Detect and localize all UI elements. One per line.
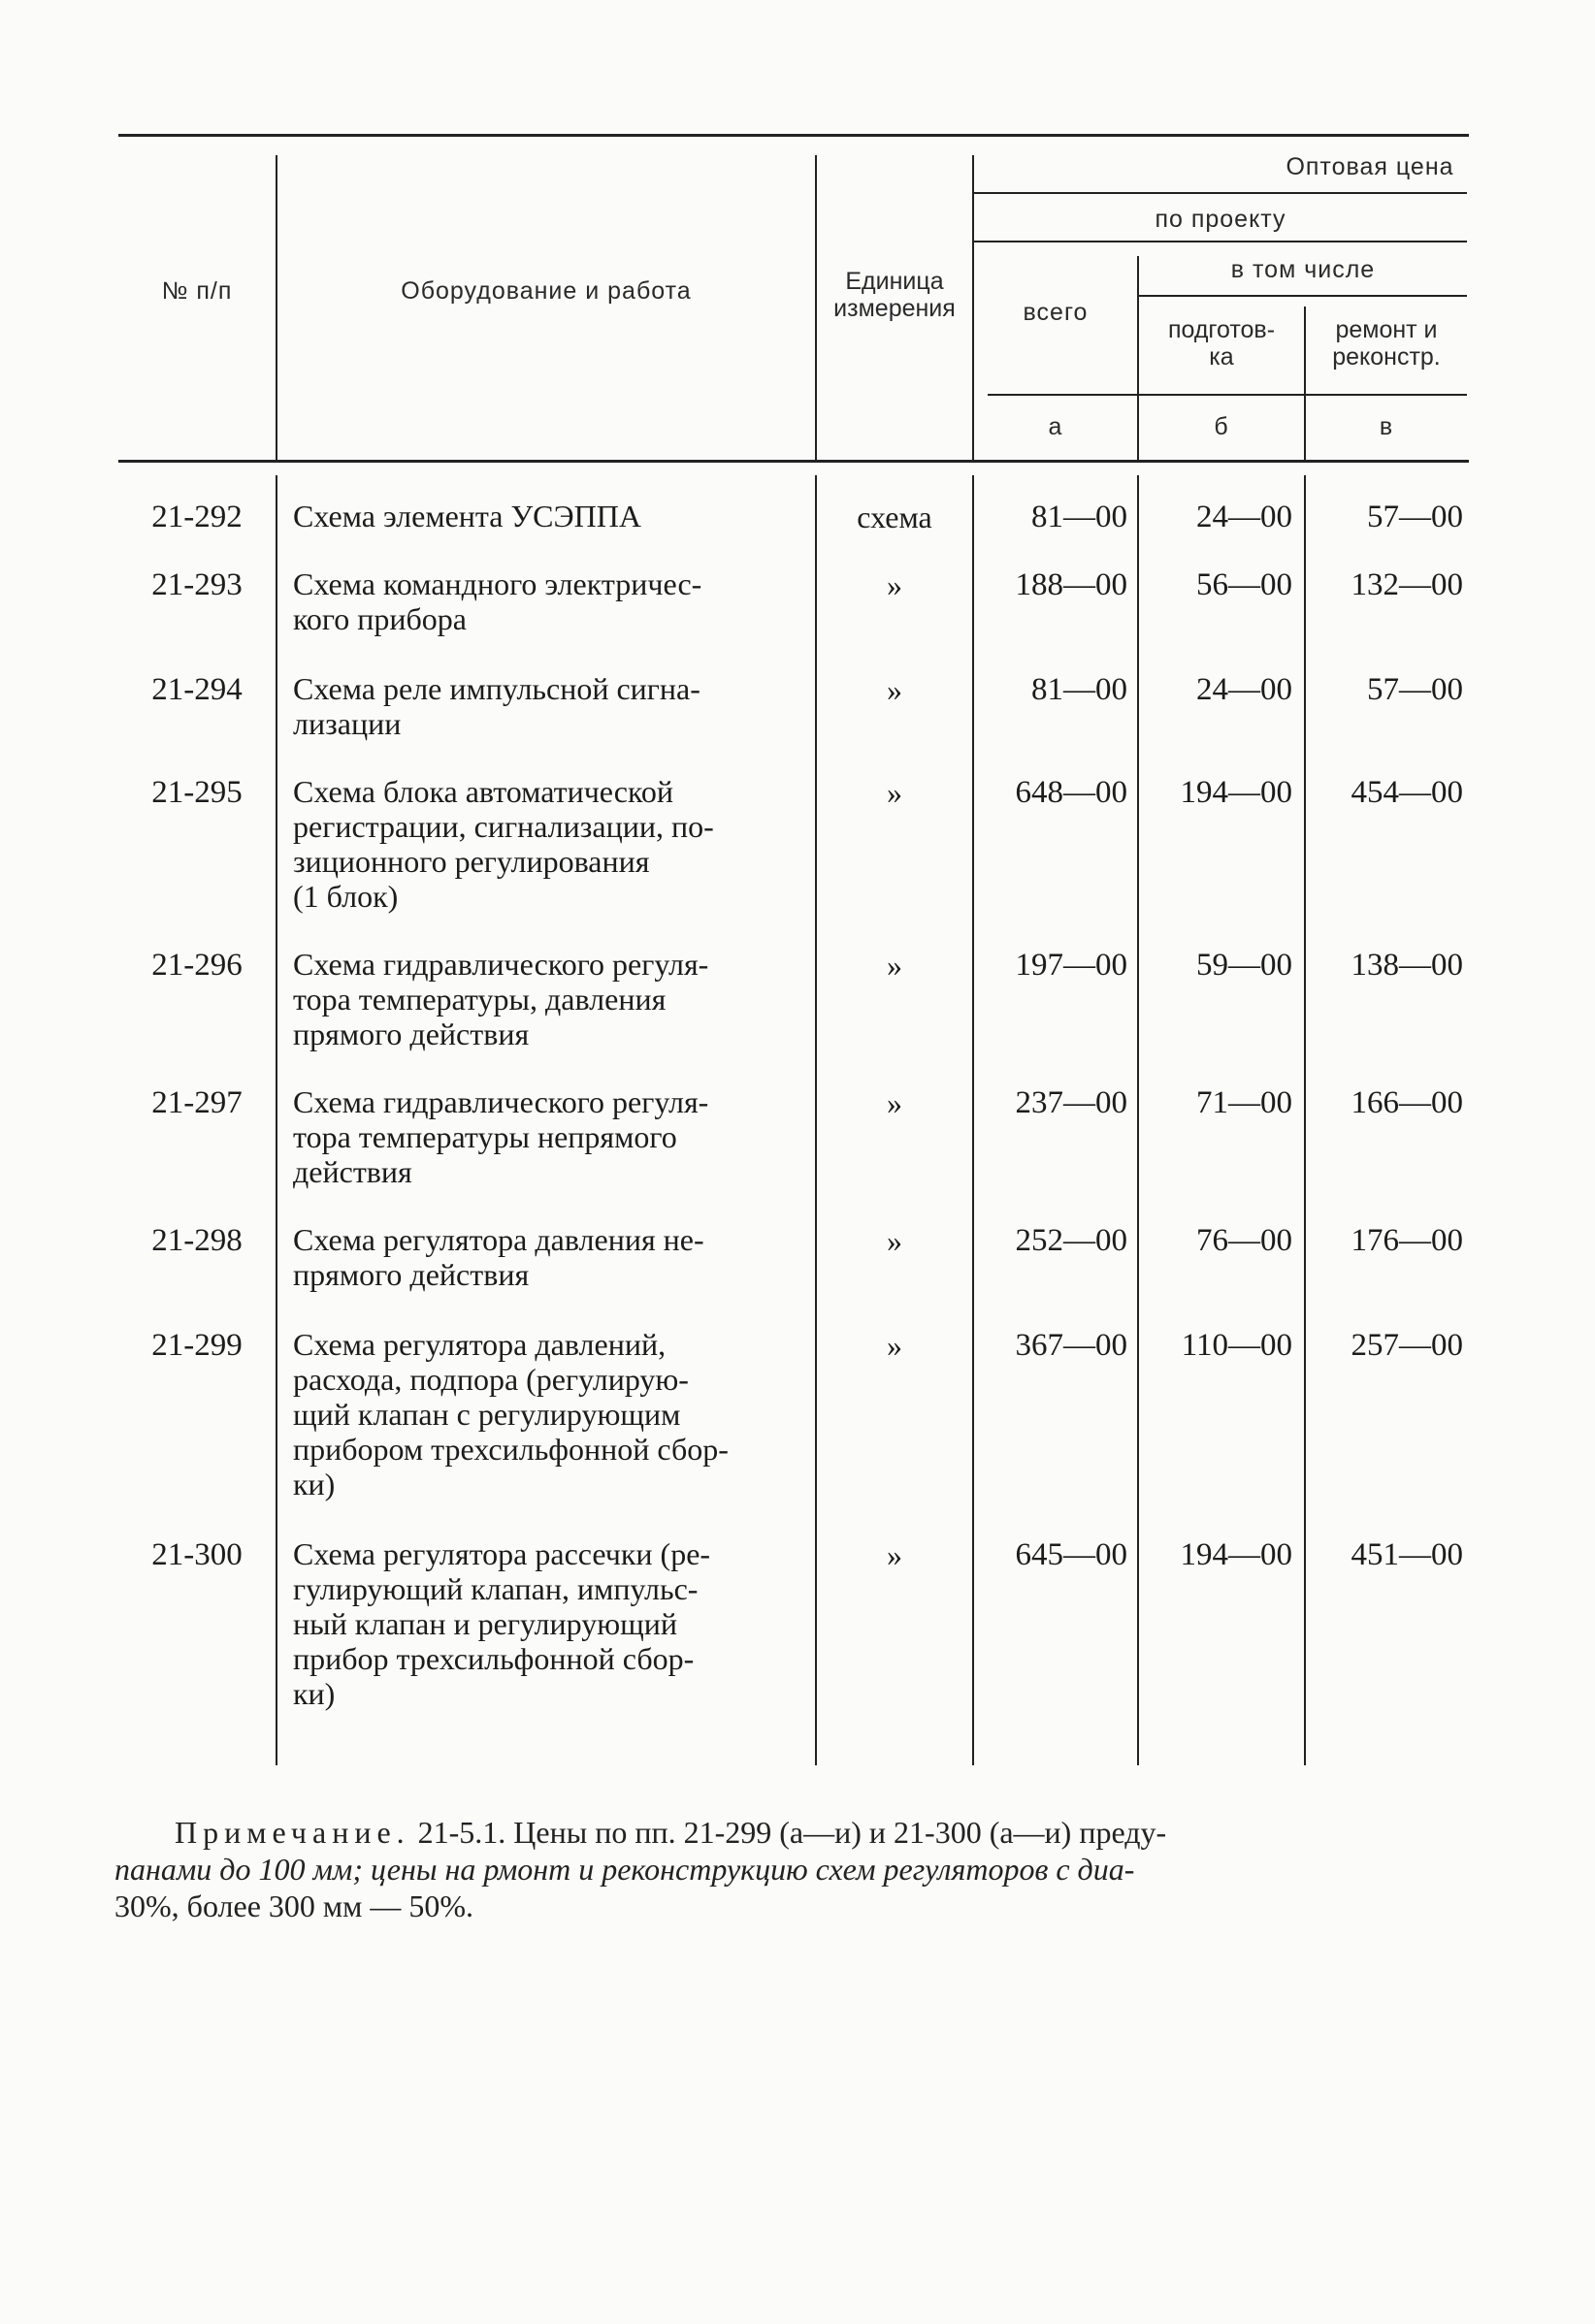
row-preparation: 24—00: [1196, 672, 1292, 707]
row-total: 645—00: [1015, 1537, 1127, 1572]
row-preparation: 76—00: [1196, 1223, 1292, 1258]
header-divider: [276, 155, 277, 460]
col-number-header: № п/п: [161, 277, 233, 305]
row-description: Схема блока автоматической регистрации, сигнализации, по- зиционного регулирования (1 блок): [293, 774, 714, 914]
footnote-label: Примечание.: [175, 1815, 410, 1850]
row-description: Схема командного электричес- кого прибора: [293, 566, 702, 636]
row-preparation: 24—00: [1196, 500, 1292, 534]
row-description: Схема реле импульсной сигна- лизации: [293, 671, 700, 741]
row-description: Схема гидравлического регуля- тора температуры, давления прямого действия: [293, 947, 709, 1051]
row-total: 81—00: [1031, 500, 1127, 534]
row-unit: »: [887, 775, 902, 810]
wholesale-price-header: Оптовая цена: [1286, 153, 1454, 180]
row-preparation: 71—00: [1196, 1085, 1292, 1120]
row-description: Схема элемента УСЭППА: [293, 499, 641, 533]
row-description: Схема регулятора давления не- прямого действия: [293, 1222, 704, 1292]
header-rule: [1139, 295, 1467, 297]
table-body: [118, 464, 1469, 1763]
repair-header: ремонт и реконстр.: [1332, 316, 1441, 371]
row-unit: »: [887, 1328, 902, 1363]
row-unit: схема: [857, 500, 932, 534]
row-preparation: 110—00: [1181, 1328, 1292, 1363]
row-preparation: 59—00: [1196, 948, 1292, 983]
preparation-header: подготов- ка: [1167, 316, 1276, 371]
col-equipment-header: Оборудование и работа: [401, 277, 692, 305]
row-description: Схема регулятора рассечки (ре- гулирующий клапан, импульс- ный клапан и регулирующий прибор трехсильфонной сбор- ки): [293, 1536, 711, 1711]
footnote-line: Примечание. 21-5.1. Цены по пп. 21-299 (а—и) и 21-300 (а—и) преду-: [175, 1815, 1167, 1850]
row-repair: 57—00: [1367, 672, 1463, 707]
footnote: [114, 1814, 1465, 1924]
row-repair: 176—00: [1351, 1223, 1463, 1258]
row-unit: »: [887, 567, 902, 602]
row-unit: »: [887, 672, 902, 707]
row-total: 648—00: [1015, 775, 1127, 810]
row-repair: 454—00: [1351, 775, 1463, 810]
row-number: 21-300: [151, 1537, 243, 1572]
row-number: 21-296: [151, 948, 243, 983]
row-total: 252—00: [1015, 1223, 1127, 1258]
row-preparation: 194—00: [1180, 775, 1292, 810]
row-repair: 138—00: [1351, 948, 1463, 983]
row-total: 197—00: [1015, 948, 1127, 983]
total-header: всего: [1023, 299, 1089, 326]
footnote-line: панами до 100 мм; цены на рмонт и реконструкцию схем регуляторов с диа-: [114, 1852, 1135, 1887]
row-number: 21-295: [151, 775, 243, 810]
col-unit-header: Единица измерения: [833, 268, 956, 322]
row-description: Схема гидравлического регуля- тора температуры непрямого действия: [293, 1084, 709, 1189]
row-repair: 451—00: [1351, 1537, 1463, 1572]
subcol-c: в: [1379, 413, 1394, 440]
row-number: 21-297: [151, 1085, 243, 1120]
header-top-rule: [118, 134, 1469, 137]
row-total: 367—00: [1015, 1328, 1127, 1363]
footnote-line: 30%, более 300 мм — 50%.: [114, 1888, 474, 1923]
row-preparation: 56—00: [1196, 567, 1292, 602]
including-header: в том числе: [1230, 256, 1376, 283]
row-unit: »: [887, 1223, 902, 1258]
body-divider: [276, 475, 277, 1765]
row-repair: 57—00: [1367, 500, 1463, 534]
row-number: 21-294: [151, 672, 243, 707]
row-repair: 257—00: [1351, 1328, 1463, 1363]
row-total: 81—00: [1031, 672, 1127, 707]
header-rule: [974, 241, 1467, 242]
row-repair: 166—00: [1351, 1085, 1463, 1120]
row-total: 237—00: [1015, 1085, 1127, 1120]
subcol-a: а: [1048, 413, 1063, 440]
row-unit: »: [887, 1537, 902, 1572]
subcol-b: б: [1214, 413, 1229, 440]
header-rule: [974, 192, 1467, 194]
row-number: 21-299: [151, 1328, 243, 1363]
row-total: 188—00: [1015, 567, 1127, 602]
row-number: 21-298: [151, 1223, 243, 1258]
row-preparation: 194—00: [1180, 1537, 1292, 1572]
row-number: 21-293: [151, 567, 243, 602]
row-repair: 132—00: [1351, 567, 1463, 602]
row-unit: »: [887, 1085, 902, 1120]
by-project-header: по проекту: [1155, 206, 1286, 233]
header-bottom-rule: [118, 460, 1469, 463]
header-rule: [988, 394, 1467, 396]
row-unit: »: [887, 948, 902, 983]
table-header: [118, 134, 1469, 464]
row-number: 21-292: [151, 500, 243, 534]
row-description: Схема регулятора давлений, расхода, подпора (регулирую- щий клапан с регулирующим прибором трехсильфонной сбор- ки): [293, 1327, 729, 1501]
